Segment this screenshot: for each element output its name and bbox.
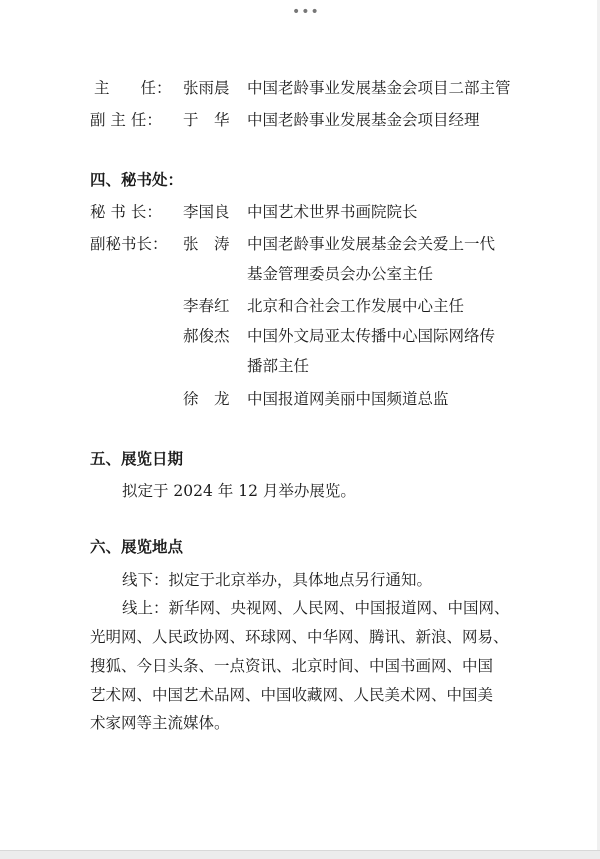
online-media-line: 术家网等主流媒体。 (90, 714, 230, 732)
deputy-desc: 中国老龄事业发展基金会项目经理 (247, 111, 480, 129)
deputy-secretary-desc: 中国报道网美丽中国频道总监 (247, 390, 449, 408)
deputy-secretary-name: 郝俊杰 (183, 327, 230, 345)
more-options-icon[interactable]: ••• (292, 4, 320, 20)
deputy-secretary-name: 李春红 (183, 297, 230, 315)
deputy-secretary-desc: 中国老龄事业发展基金会关爱上一代 (247, 235, 496, 253)
deputy-title: 副 主 任： (90, 111, 162, 129)
director-name: 张雨晨 (183, 79, 230, 97)
deputy-secretary-desc: 中国外文局亚太传播中心国际网络传 (247, 327, 496, 345)
online-media-line: 光明网、人民政协网、环球网、中华网、腾讯、新浪、网易、 (90, 628, 509, 646)
online-media-line: 艺术网、中国艺术品网、中国收藏网、人民美术网、中国美 (90, 686, 494, 704)
online-media-line: 搜狐、今日头条、一点资讯、北京时间、中国书画网、中国 (90, 657, 494, 675)
exhibition-date-text: 拟定于 2024 年 12 月举办展览。 (122, 482, 356, 500)
secretary-general-title: 秘 书 长： (90, 203, 162, 221)
section4-heading: 四、秘书处： (90, 171, 184, 189)
director-title: 主 任： (94, 79, 172, 97)
deputy-secretary-name: 徐 龙 (183, 390, 230, 408)
page-edge (0, 850, 600, 859)
deputy-secretary-desc: 北京和合社会工作发展中心主任 (247, 297, 465, 315)
secretary-general-name: 李国良 (183, 203, 230, 221)
online-media-line: 线上：新华网、央视网、人民网、中国报道网、中国网、 (122, 599, 510, 617)
deputy-name: 于 华 (183, 111, 230, 129)
deputy-secretary-desc-cont: 基金管理委员会办公室主任 (247, 265, 434, 283)
secretary-general-desc: 中国艺术世界书画院院长 (247, 203, 418, 221)
deputy-secretary-name: 张 涛 (183, 235, 230, 253)
deputy-secretary-title: 副秘书长： (90, 235, 168, 253)
section6-heading: 六、展览地点 (90, 538, 184, 556)
section5-heading: 五、展览日期 (90, 450, 184, 468)
director-desc: 中国老龄事业发展基金会项目二部主管 (247, 79, 511, 97)
deputy-secretary-desc-cont: 播部主任 (247, 357, 310, 375)
offline-location-text: 线下：拟定于北京举办，具体地点另行通知。 (122, 571, 433, 589)
